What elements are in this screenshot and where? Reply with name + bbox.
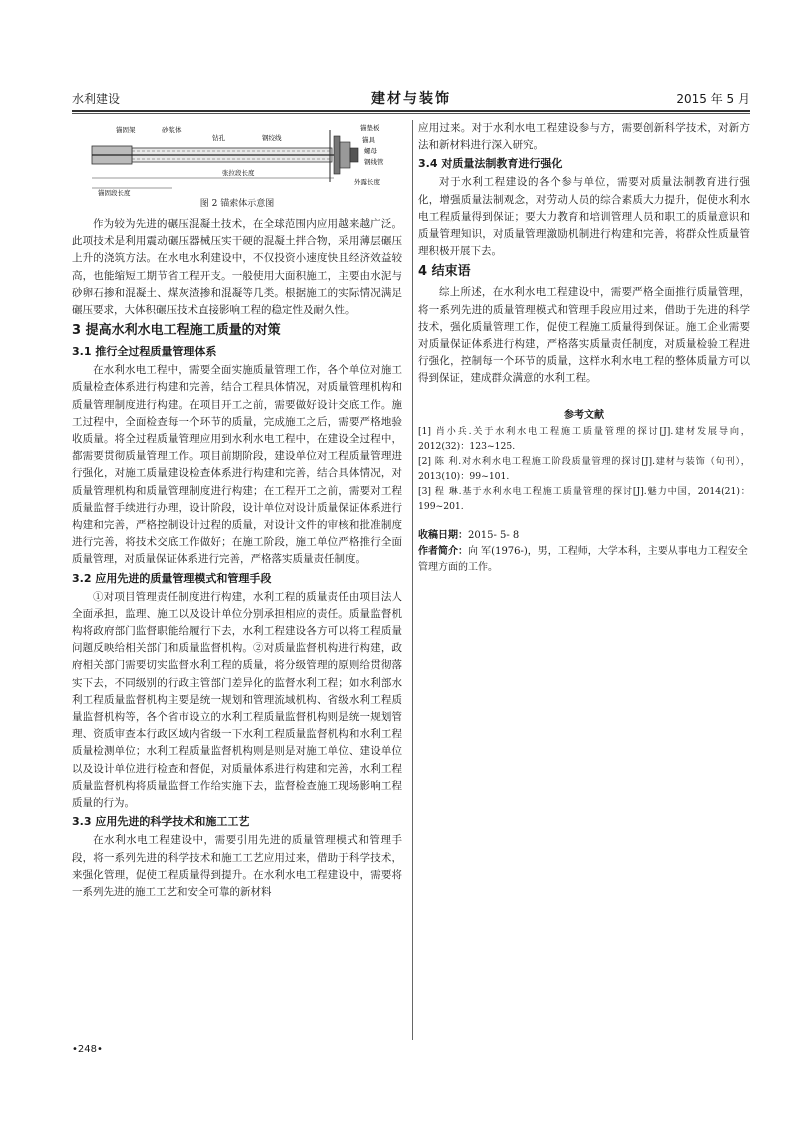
continued-paragraph: 应用过来。对于水利水电工程建设参与方，需要创新科学技术，对新方法和新材料进行深入研究。 <box>418 122 750 152</box>
section-4-paragraph: 综上所述，在水利水电工程建设中，需要严格全面推行质量管理，将一系列先进的质量管理模式和管理手段应用过来，借助于先进的科学技术，强化质量管理工作，促使工程施工质量得到保证。施工企业需要对质量保证体系进行构建，严格落实质量责任制度，对质量检验工程进行强化，控制每一个环节的质量，这样水利水电工程的整体质量方可以得到保证，建成群众满意的水利工程。 <box>418 286 750 385</box>
header-rule <box>72 110 750 112</box>
section-3-4-paragraph: 对于水利工程建设的各个参与单位，需要对质量法制教育进行强化，增强质量法制观念，对劳动人员的综合素质大力提升，促使水利水电工程质量得到保证；要大力教育和培训管理人员和职工的质量意识和质量管理知识，对质量管理激励机制进行构建和完善，将群众性质量管理积极开展下去。 <box>418 176 750 258</box>
section-3-1-title: 3.1 推行全过程质量管理体系 <box>72 345 217 359</box>
author-bio <box>418 544 750 576</box>
references-title: 参考文献 <box>564 409 604 421</box>
journal-logo: 建材与装饰 <box>371 91 451 107</box>
header-section: 水利建设 <box>72 92 121 106</box>
reference-item: [1] 肖小兵.关于水利水电工程施工质量管理的探讨[J].建材发展导向，2012(32)：123~125. <box>418 425 750 452</box>
left-column <box>72 120 402 901</box>
label-strand: 钢绞线 <box>262 134 282 142</box>
anchor-cable-figure <box>72 120 402 196</box>
received-value: 2015- 5- 8 <box>468 529 520 541</box>
section-3-4-title: 3.4 对质量法制教育进行强化 <box>418 157 563 171</box>
received-date <box>418 528 750 544</box>
section-3-2-title: 3.2 应用先进的质量管理模式和管理手段 <box>72 571 272 585</box>
author-value: 向 军(1976-)，男，工程师，大学本科，主要从事电力工程安全管理方面的工作。 <box>418 545 748 573</box>
label-outer-length: 外露长度 <box>354 178 380 186</box>
reference-item: [3] 程 琳.基于水利水电工程施工质量管理的探讨[J].魅力中国，2014(21)：199~201. <box>418 485 750 512</box>
section-4-title: 4 结束语 <box>418 264 471 280</box>
page-number: •248• <box>72 1044 103 1055</box>
column-divider <box>412 120 413 1040</box>
label-wire-bundle: 锚具 <box>362 136 375 144</box>
label-free-length: 张拉段长度 <box>222 169 255 177</box>
label-nut: 螺母 <box>364 147 377 155</box>
received-label: 收稿日期： <box>418 529 468 541</box>
label-casing: 钢线管 <box>364 158 384 166</box>
right-column <box>418 120 750 576</box>
intro-paragraph: 作为较为先进的碾压混凝土技术，在全球范围内应用越来越广泛。此项技术是利用震动碾压器械压实干硬的混凝土拌合物，采用薄层碾压上升的浇筑方法。在水电水利建设中，不仅投资小速度快且经济效益较高，也能缩短工期节省工程开支。一般使用大面积施工，主要由水泥与砂卵石掺和混凝土、煤灰渣掺和混凝等几类。根据施工的实际情况满足碾压要求，大体积碾压技术直接影响工程的稳定性及耐久性。 <box>72 218 402 317</box>
section-3-3-paragraph: 在水利水电工程建设中，需要引用先进的质量管理模式和管理手段，将一系列先进的科学技术和施工工艺应用过来，借助于科学技术，来强化管理，促使工程质量得到提升。在水利水电工程建设中，需要将一系列先进的施工工艺和安全可靠的新材料 <box>72 834 402 898</box>
section-3-title: 3 提高水利水电工程施工质量的对策 <box>72 323 281 339</box>
author-label: 作者简介： <box>418 545 468 557</box>
header-rule-thin <box>72 113 750 114</box>
header-date: 2015 年 5 月 <box>676 92 750 106</box>
section-3-1-paragraph: 在水利水电工程中，需要全面实施质量管理工作，各个单位对施工质量检查体系进行构建和完善，结合工程具体情况，对质量管理机构和质量管理制度进行构建。在项目开工之前，需要做好设计交底工作。施工过程中，全面检查每一个环节的质量，完成施工之后，需要严格地验收质量。将全过程质量管理应用到水利水电工程中，在建设全过程中，都需要贯彻质量管理工作。项目前期阶段，建设单位对工程质量管理进行强化，对施工质量建设检查体系进行构建和完善，结合具体情况，对质量管理机构和质量管理制度进行构建；在工程开工之前，需要对工程质量监督手续进行办理，设计阶段，设计单位对设计质量保证体系进行构建和完善，严格控制设计过程的质量，对设计文件的审核和批准制度进行完善，将技术交底工作做好；在施工阶段，施工单位严格推行全面质量管理，对质量保证体系进行完善，严格落实质量责任制度。 <box>72 364 402 566</box>
reference-item: [2] 陈 利.对水利水电工程施工阶段质量管理的探讨[J].建材与装饰（旬刊），2013(10)：99~101. <box>418 455 750 482</box>
running-header <box>72 86 750 110</box>
label-hole: 钻孔 <box>212 134 225 142</box>
section-3-2-paragraph: ①对项目管理责任制度进行构建，水利工程的质量责任由项目法人全面承担，监理、施工以及设计单位分别承担相应的责任。质量监督机构将政府部门监督职能给履行下去，水利工程建设各方可以将工程质量问题反映给相关部门和质量监督机构。②对质量监督机构进行构建，政府相关部门需要切实监督水利工程的质量，将分级管理的原则给贯彻落实下去，不同级别的行政主管部门差异化的监督水利工程；如水利部水利工程质量监督机构主要是统一规划和管理流域机构、省级水利工程质量监督机构等，各个省市设立的水利工程质量监督机构则是统一规划管理、资质审查本行政区域内省级一下水利工程质量监督机构和水利工程质量检测单位；水利工程质量监督机构则是则是对施工单位、建设单位以及设计单位进行检查和督促，对质量体系进行构建和完善，水利工程质量监督机构将质量监督工作给实施下去，监督检查施工现场影响工程质量的行为。 <box>72 590 402 810</box>
label-spacer: 锚固架 <box>116 126 136 134</box>
figure-caption: 图 2 锚索体示意图 <box>199 199 275 209</box>
label-fix-length: 锚固段长度 <box>98 189 131 196</box>
label-grout: 砂浆体 <box>162 126 182 134</box>
section-3-3-title: 3.3 应用先进的科学技术和施工工艺 <box>72 815 250 829</box>
anchor-cable-diagram <box>72 120 402 196</box>
label-anchor-head: 锚垫板 <box>360 124 380 132</box>
